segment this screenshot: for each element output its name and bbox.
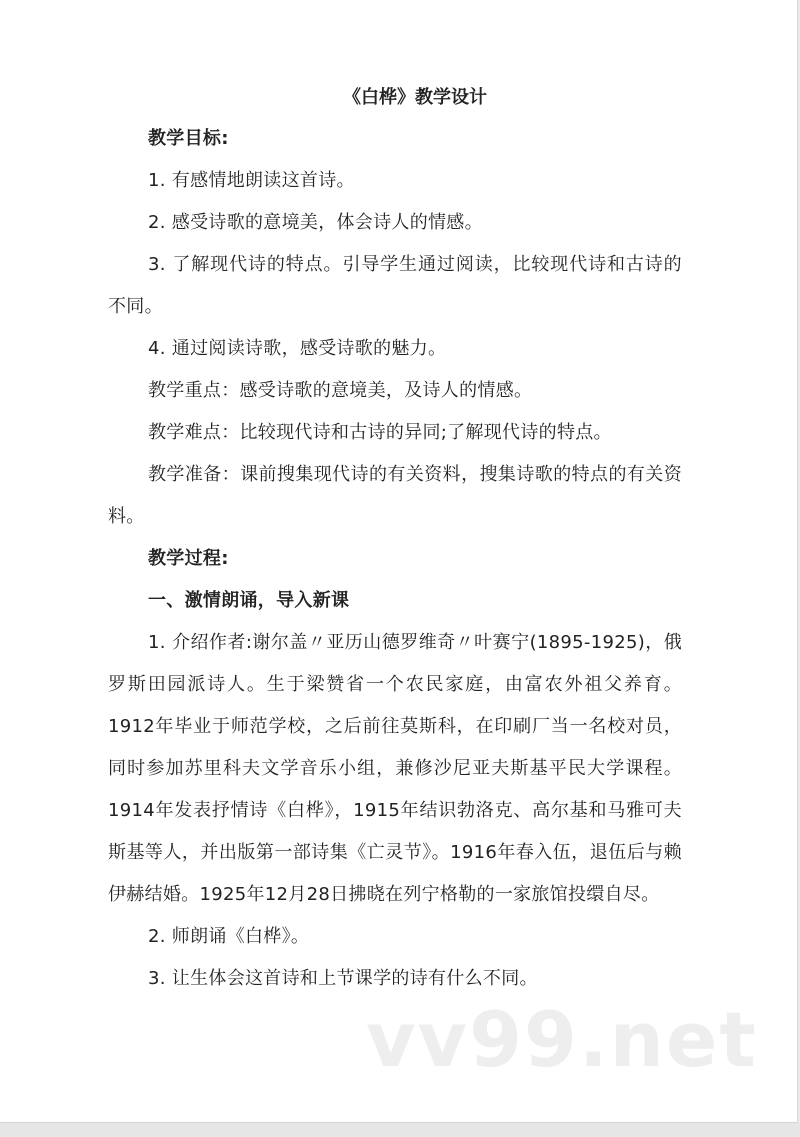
- objective-item: 2. 感受诗歌的意境美，体会诗人的情感。: [148, 212, 483, 233]
- objective-item: 3. 了解现代诗的特点。引导学生通过阅读，比较现代诗和古诗的不同。: [108, 254, 682, 317]
- part1-item-student-compare: 3. 让生体会这首诗和上节课学的诗有什么不同。: [148, 968, 538, 989]
- objectives-heading: 教学目标:: [148, 128, 229, 149]
- objective-item: 4. 通过阅读诗歌，感受诗歌的魅力。: [148, 338, 447, 359]
- key-point: 教学重点：感受诗歌的意境美，及诗人的情感。: [148, 380, 533, 401]
- page-bottom-gutter: [0, 1123, 800, 1137]
- preparation: 教学准备：课前搜集现代诗的有关资料，搜集诗歌的特点的有关资料。: [108, 464, 682, 527]
- part1-heading: 一、激情朗诵，导入新课: [148, 590, 350, 611]
- objective-item: 1. 有感情地朗读这首诗。: [148, 170, 355, 191]
- document-content: [108, 80, 682, 1000]
- watermark-text: vv99.net: [366, 995, 758, 1084]
- part1-item-teacher-reading: 2. 师朗诵《白桦》。: [148, 926, 310, 947]
- part1-item-author-intro: 1. 介绍作者:谢尔盖〃亚历山德罗维奇〃叶赛宁(1895-1925)，俄罗斯田园派诗人。生于梁赞省一个农民家庭，由富农外祖父养育。1912年毕业于师范学校，之后前往莫斯科，在印刷厂当一名校对员，同时参加苏里科夫文学音乐小组，兼修沙尼亚夫斯基平民大学课程。1914年发表抒情诗《白桦》，1915年结识勃洛克、高尔基和马雅可夫斯基等人，并出版第一部诗集《亡灵节》。1916年春入伍，退伍后与赖伊赫结婚。1925年12月28日拂晓在列宁格勒的一家旅馆投缳自尽。: [108, 632, 682, 905]
- document-title: 《白桦》教学设计: [343, 87, 487, 108]
- process-heading: 教学过程:: [148, 548, 229, 569]
- difficulty: 教学难点：比较现代诗和古诗的异同;了解现代诗的特点。: [148, 422, 612, 443]
